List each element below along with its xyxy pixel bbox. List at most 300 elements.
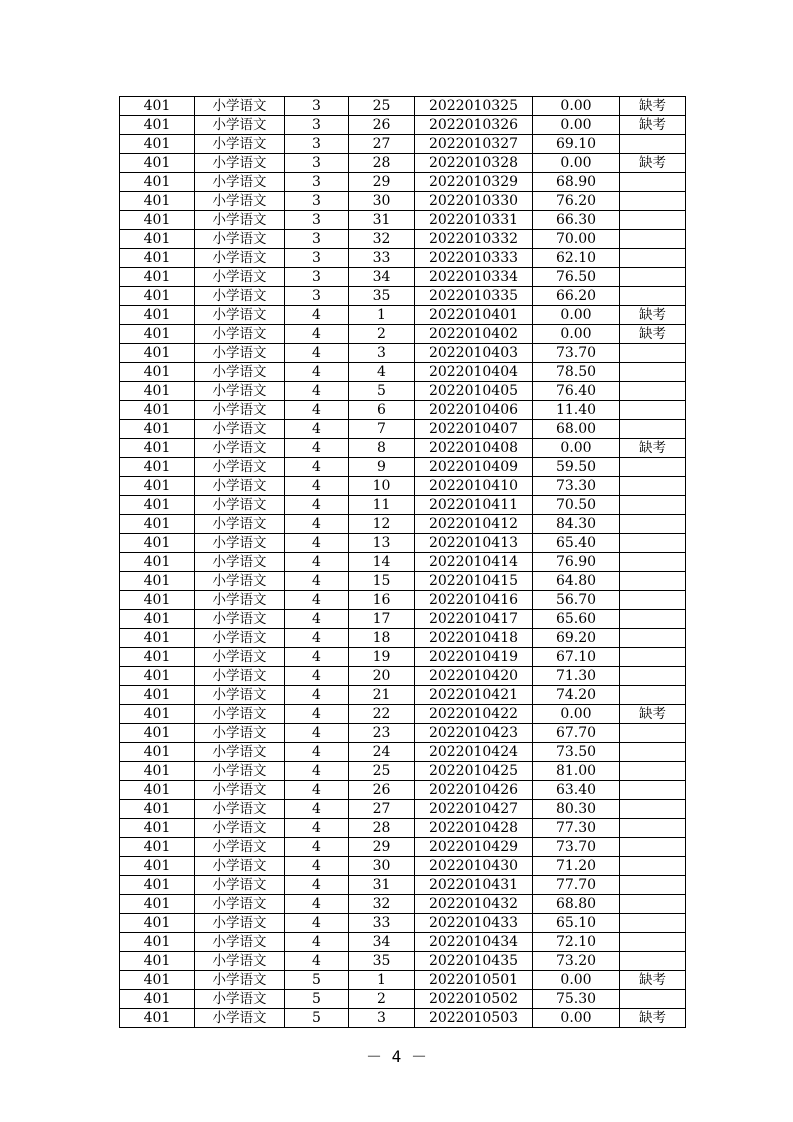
seat-cell: 2 [349,990,415,1009]
position-code-cell: 401 [120,534,195,553]
seat-cell: 32 [349,895,415,914]
room-cell: 3 [285,268,349,287]
remark-cell [620,686,686,705]
ticket-number-cell: 2022010331 [415,211,533,230]
seat-cell: 25 [349,762,415,781]
ticket-number-cell: 2022010423 [415,724,533,743]
table-row [120,610,686,629]
subject-cell: 小学语文 [195,325,285,344]
table-row [120,439,686,458]
position-code-cell: 401 [120,705,195,724]
position-code-cell: 401 [120,173,195,192]
seat-cell: 31 [349,211,415,230]
table-row [120,819,686,838]
ticket-number-cell: 2022010333 [415,249,533,268]
remark-cell: 缺考 [620,439,686,458]
position-code-cell: 401 [120,572,195,591]
remark-cell [620,819,686,838]
position-code-cell: 401 [120,971,195,990]
seat-cell: 3 [349,1009,415,1028]
score-cell: 81.00 [533,762,620,781]
remark-cell [620,515,686,534]
room-cell: 4 [285,686,349,705]
position-code-cell: 401 [120,325,195,344]
seat-cell: 35 [349,287,415,306]
ticket-number-cell: 2022010415 [415,572,533,591]
position-code-cell: 401 [120,553,195,572]
position-code-cell: 401 [120,933,195,952]
seat-cell: 14 [349,553,415,572]
table-row [120,648,686,667]
score-cell: 76.50 [533,268,620,287]
table-row [120,724,686,743]
remark-cell [620,648,686,667]
ticket-number-cell: 2022010401 [415,306,533,325]
seat-cell: 35 [349,952,415,971]
table-row [120,344,686,363]
ticket-number-cell: 2022010434 [415,933,533,952]
ticket-number-cell: 2022010428 [415,819,533,838]
score-cell: 69.10 [533,135,620,154]
seat-cell: 8 [349,439,415,458]
table-row [120,211,686,230]
room-cell: 4 [285,648,349,667]
position-code-cell: 401 [120,914,195,933]
subject-cell: 小学语文 [195,287,285,306]
seat-cell: 26 [349,781,415,800]
position-code-cell: 401 [120,287,195,306]
ticket-number-cell: 2022010332 [415,230,533,249]
position-code-cell: 401 [120,762,195,781]
ticket-number-cell: 2022010412 [415,515,533,534]
room-cell: 4 [285,952,349,971]
subject-cell: 小学语文 [195,724,285,743]
remark-cell [620,268,686,287]
remark-cell [620,534,686,553]
subject-cell: 小学语文 [195,306,285,325]
ticket-number-cell: 2022010419 [415,648,533,667]
table-row [120,1009,686,1028]
table-row [120,667,686,686]
room-cell: 4 [285,306,349,325]
score-cell: 0.00 [533,97,620,116]
subject-cell: 小学语文 [195,553,285,572]
subject-cell: 小学语文 [195,135,285,154]
room-cell: 4 [285,800,349,819]
table-row [120,895,686,914]
room-cell: 4 [285,667,349,686]
score-cell: 80.30 [533,800,620,819]
room-cell: 4 [285,553,349,572]
remark-cell [620,230,686,249]
position-code-cell: 401 [120,648,195,667]
position-code-cell: 401 [120,382,195,401]
subject-cell: 小学语文 [195,933,285,952]
subject-cell: 小学语文 [195,382,285,401]
seat-cell: 18 [349,629,415,648]
position-code-cell: 401 [120,724,195,743]
remark-cell [620,553,686,572]
score-cell: 64.80 [533,572,620,591]
subject-cell: 小学语文 [195,895,285,914]
table-row [120,705,686,724]
seat-cell: 4 [349,363,415,382]
remark-cell: 缺考 [620,116,686,135]
ticket-number-cell: 2022010408 [415,439,533,458]
room-cell: 4 [285,914,349,933]
room-cell: 4 [285,458,349,477]
remark-cell [620,876,686,895]
remark-cell [620,591,686,610]
room-cell: 4 [285,420,349,439]
ticket-number-cell: 2022010330 [415,192,533,211]
remark-cell [620,135,686,154]
room-cell: 3 [285,249,349,268]
ticket-number-cell: 2022010327 [415,135,533,154]
seat-cell: 15 [349,572,415,591]
seat-cell: 12 [349,515,415,534]
table-row [120,287,686,306]
remark-cell [620,933,686,952]
position-code-cell: 401 [120,781,195,800]
position-code-cell: 401 [120,952,195,971]
seat-cell: 10 [349,477,415,496]
position-code-cell: 401 [120,1009,195,1028]
subject-cell: 小学语文 [195,173,285,192]
remark-cell [620,667,686,686]
table-row [120,116,686,135]
seat-cell: 17 [349,610,415,629]
position-code-cell: 401 [120,97,195,116]
score-cell: 11.40 [533,401,620,420]
room-cell: 4 [285,515,349,534]
ticket-number-cell: 2022010433 [415,914,533,933]
table-row [120,496,686,515]
ticket-number-cell: 2022010325 [415,97,533,116]
seat-cell: 27 [349,800,415,819]
seat-cell: 7 [349,420,415,439]
remark-cell [620,192,686,211]
remark-cell [620,857,686,876]
room-cell: 4 [285,838,349,857]
remark-cell: 缺考 [620,325,686,344]
position-code-cell: 401 [120,895,195,914]
remark-cell [620,211,686,230]
table-row [120,990,686,1009]
position-code-cell: 401 [120,249,195,268]
ticket-number-cell: 2022010431 [415,876,533,895]
remark-cell [620,249,686,268]
score-cell: 59.50 [533,458,620,477]
ticket-number-cell: 2022010416 [415,591,533,610]
position-code-cell: 401 [120,135,195,154]
remark-cell [620,344,686,363]
table-row [120,306,686,325]
score-cell: 71.20 [533,857,620,876]
score-cell: 69.20 [533,629,620,648]
seat-cell: 33 [349,249,415,268]
subject-cell: 小学语文 [195,914,285,933]
table-row [120,268,686,287]
ticket-number-cell: 2022010418 [415,629,533,648]
room-cell: 4 [285,382,349,401]
subject-cell: 小学语文 [195,686,285,705]
seat-cell: 28 [349,154,415,173]
score-cell: 0.00 [533,154,620,173]
subject-cell: 小学语文 [195,952,285,971]
subject-cell: 小学语文 [195,838,285,857]
table-row [120,857,686,876]
position-code-cell: 401 [120,116,195,135]
remark-cell [620,895,686,914]
room-cell: 4 [285,895,349,914]
subject-cell: 小学语文 [195,1009,285,1028]
seat-cell: 1 [349,306,415,325]
table-row [120,933,686,952]
seat-cell: 25 [349,97,415,116]
table-row [120,743,686,762]
room-cell: 4 [285,325,349,344]
seat-cell: 5 [349,382,415,401]
table-row [120,914,686,933]
table-row [120,135,686,154]
table-row [120,325,686,344]
position-code-cell: 401 [120,667,195,686]
remark-cell: 缺考 [620,97,686,116]
room-cell: 5 [285,990,349,1009]
ticket-number-cell: 2022010503 [415,1009,533,1028]
subject-cell: 小学语文 [195,249,285,268]
ticket-number-cell: 2022010329 [415,173,533,192]
position-code-cell: 401 [120,477,195,496]
subject-cell: 小学语文 [195,192,285,211]
table-row [120,382,686,401]
ticket-number-cell: 2022010421 [415,686,533,705]
seat-cell: 16 [349,591,415,610]
remark-cell [620,173,686,192]
table-row [120,800,686,819]
position-code-cell: 401 [120,192,195,211]
score-cell: 76.40 [533,382,620,401]
ticket-number-cell: 2022010411 [415,496,533,515]
table-row [120,553,686,572]
table-row [120,173,686,192]
score-cell: 74.20 [533,686,620,705]
table-row [120,781,686,800]
ticket-number-cell: 2022010429 [415,838,533,857]
position-code-cell: 401 [120,268,195,287]
ticket-number-cell: 2022010417 [415,610,533,629]
subject-cell: 小学语文 [195,116,285,135]
score-cell: 0.00 [533,116,620,135]
table-row [120,534,686,553]
subject-cell: 小学语文 [195,534,285,553]
ticket-number-cell: 2022010426 [415,781,533,800]
subject-cell: 小学语文 [195,268,285,287]
subject-cell: 小学语文 [195,857,285,876]
score-cell: 66.20 [533,287,620,306]
score-cell: 0.00 [533,306,620,325]
subject-cell: 小学语文 [195,439,285,458]
score-cell: 0.00 [533,439,620,458]
ticket-number-cell: 2022010502 [415,990,533,1009]
remark-cell [620,458,686,477]
seat-cell: 6 [349,401,415,420]
position-code-cell: 401 [120,990,195,1009]
position-code-cell: 401 [120,496,195,515]
room-cell: 4 [285,724,349,743]
ticket-number-cell: 2022010403 [415,344,533,363]
subject-cell: 小学语文 [195,515,285,534]
remark-cell: 缺考 [620,1009,686,1028]
table-row [120,952,686,971]
seat-cell: 33 [349,914,415,933]
position-code-cell: 401 [120,876,195,895]
position-code-cell: 401 [120,800,195,819]
seat-cell: 34 [349,268,415,287]
subject-cell: 小学语文 [195,800,285,819]
score-cell: 56.70 [533,591,620,610]
score-cell: 70.00 [533,230,620,249]
score-cell: 73.70 [533,344,620,363]
seat-cell: 31 [349,876,415,895]
score-cell: 0.00 [533,1009,620,1028]
remark-cell: 缺考 [620,705,686,724]
position-code-cell: 401 [120,211,195,230]
table-row [120,477,686,496]
score-cell: 68.90 [533,173,620,192]
position-code-cell: 401 [120,686,195,705]
score-cell: 66.30 [533,211,620,230]
table-row [120,230,686,249]
ticket-number-cell: 2022010407 [415,420,533,439]
ticket-number-cell: 2022010435 [415,952,533,971]
table-body [120,97,686,1028]
position-code-cell: 401 [120,230,195,249]
remark-cell [620,287,686,306]
score-cell: 77.30 [533,819,620,838]
subject-cell: 小学语文 [195,743,285,762]
remark-cell: 缺考 [620,971,686,990]
seat-cell: 1 [349,971,415,990]
subject-cell: 小学语文 [195,572,285,591]
remark-cell: 缺考 [620,306,686,325]
room-cell: 4 [285,572,349,591]
room-cell: 4 [285,591,349,610]
table-row [120,591,686,610]
room-cell: 4 [285,743,349,762]
seat-cell: 20 [349,667,415,686]
remark-cell [620,477,686,496]
subject-cell: 小学语文 [195,154,285,173]
ticket-number-cell: 2022010405 [415,382,533,401]
room-cell: 4 [285,933,349,952]
table-row [120,971,686,990]
ticket-number-cell: 2022010335 [415,287,533,306]
table-row [120,458,686,477]
subject-cell: 小学语文 [195,705,285,724]
subject-cell: 小学语文 [195,990,285,1009]
ticket-number-cell: 2022010410 [415,477,533,496]
room-cell: 4 [285,781,349,800]
subject-cell: 小学语文 [195,230,285,249]
room-cell: 3 [285,116,349,135]
score-cell: 70.50 [533,496,620,515]
table-row [120,629,686,648]
room-cell: 4 [285,762,349,781]
score-cell: 65.10 [533,914,620,933]
table-row [120,838,686,857]
ticket-number-cell: 2022010406 [415,401,533,420]
position-code-cell: 401 [120,629,195,648]
ticket-number-cell: 2022010328 [415,154,533,173]
remark-cell [620,401,686,420]
position-code-cell: 401 [120,515,195,534]
remark-cell [620,363,686,382]
room-cell: 3 [285,230,349,249]
remark-cell [620,743,686,762]
remark-cell: 缺考 [620,154,686,173]
room-cell: 4 [285,496,349,515]
score-cell: 68.00 [533,420,620,439]
table-row [120,762,686,781]
ticket-number-cell: 2022010402 [415,325,533,344]
seat-cell: 9 [349,458,415,477]
remark-cell [620,800,686,819]
ticket-number-cell: 2022010422 [415,705,533,724]
seat-cell: 27 [349,135,415,154]
remark-cell [620,762,686,781]
room-cell: 3 [285,135,349,154]
seat-cell: 23 [349,724,415,743]
remark-cell [620,496,686,515]
seat-cell: 26 [349,116,415,135]
table-row [120,401,686,420]
seat-cell: 34 [349,933,415,952]
page-number: － 4 － [366,1047,427,1066]
score-cell: 71.30 [533,667,620,686]
room-cell: 3 [285,154,349,173]
room-cell: 4 [285,363,349,382]
position-code-cell: 401 [120,344,195,363]
remark-cell [620,382,686,401]
subject-cell: 小学语文 [195,401,285,420]
ticket-number-cell: 2022010334 [415,268,533,287]
room-cell: 4 [285,705,349,724]
subject-cell: 小学语文 [195,211,285,230]
score-cell: 75.30 [533,990,620,1009]
room-cell: 4 [285,401,349,420]
remark-cell [620,781,686,800]
remark-cell [620,990,686,1009]
position-code-cell: 401 [120,363,195,382]
score-cell: 77.70 [533,876,620,895]
score-cell: 65.40 [533,534,620,553]
subject-cell: 小学语文 [195,610,285,629]
score-cell: 72.10 [533,933,620,952]
table-row [120,249,686,268]
subject-cell: 小学语文 [195,458,285,477]
ticket-number-cell: 2022010420 [415,667,533,686]
seat-cell: 32 [349,230,415,249]
subject-cell: 小学语文 [195,971,285,990]
subject-cell: 小学语文 [195,762,285,781]
table-row [120,686,686,705]
table-row [120,876,686,895]
score-cell: 76.90 [533,553,620,572]
remark-cell [620,610,686,629]
position-code-cell: 401 [120,420,195,439]
